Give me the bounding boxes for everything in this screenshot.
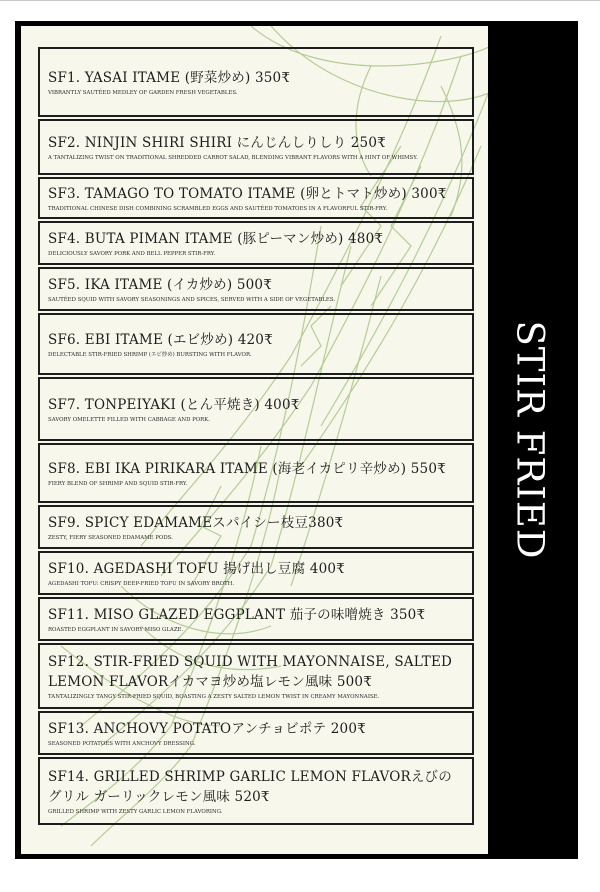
menu-item (38, 597, 474, 641)
menu-item (38, 443, 474, 503)
item-description: A TANTALIZING TWIST ON TRADITIONAL SHREDDED CARROT SALAD, BLENDING VIBRANT FLAVORS WITH A HINT OF WHIMSY. (48, 154, 418, 161)
menu-item (38, 551, 474, 595)
item-description: ROASTED EGGPLANT IN SAVORY MISO GLAZE. (48, 626, 184, 633)
item-title: SF14. GRILLED SHRIMP GARLIC LEMON FLAVORえびのグリル ガーリックレモン風味 520₹ (48, 768, 452, 805)
item-title: SF5. IKA ITAME (イカ炒め) 500₹ (48, 276, 272, 293)
menu-page (15, 21, 578, 859)
menu-item (38, 221, 474, 265)
item-title: SF4. BUTA PIMAN ITAME (豚ピーマン炒め) 480₹ (48, 230, 384, 247)
menu-item (38, 177, 474, 219)
item-description: SEASONED POTATOES WITH ANCHOVY DRESSING. (48, 740, 196, 747)
menu-item (38, 643, 474, 709)
section-title: STIR FRIED (508, 320, 552, 560)
menu-item (38, 505, 474, 549)
menu-item (38, 267, 474, 311)
menu-item (38, 313, 474, 375)
item-description: FIERY BLEND OF SHRIMP AND SQUID STIR-FRY. (48, 480, 188, 487)
menu-panel (21, 26, 488, 854)
item-title: SF10. AGEDASHI TOFU 揚げ出し豆腐 400₹ (48, 560, 345, 577)
item-description: TRADITIONAL CHINESE DISH COMBINING SCRAMBLED EGGS AND SAUTÉED TOMATOES IN A FLAVORFUL STIR-FRY. (48, 205, 388, 212)
menu-item (38, 119, 474, 175)
menu-item (38, 757, 474, 825)
item-title: SF9. SPICY EDAMAMEスパイシー枝豆380₹ (48, 514, 344, 531)
item-title: SF13. ANCHOVY POTATOアンチョビポテ 200₹ (48, 720, 366, 737)
menu-item (38, 377, 474, 441)
item-title: SF3. TAMAGO TO TOMATO ITAME (卵とトマト炒め) 300₹ (48, 185, 447, 202)
item-title: SF7. TONPEIYAKI (とん平焼き) 400₹ (48, 396, 300, 413)
item-description: DELICIOUSLY SAVORY PORK AND BELL PEPPER STIR-FRY. (48, 250, 216, 257)
item-title: SF1. YASAI ITAME (野菜炒め) 350₹ (48, 69, 291, 86)
menu-item (38, 711, 474, 755)
item-title: SF12. STIR-FRIED SQUID WITH MAYONNAISE, SALTED LEMON FLAVORイカマヨ炒め塩レモン風味 500₹ (48, 653, 453, 690)
section-sidebar (488, 26, 572, 854)
item-description: SAUTÉED SQUID WITH SAVORY SEASONINGS AND SPICES, SERVED WITH A SIDE OF VEGETABLES. (48, 296, 336, 303)
item-description: GRILLED SHRIMP WITH ZESTY GARLIC LEMON FLAVORING. (48, 808, 223, 815)
menu-item (38, 47, 474, 117)
item-title: SF2. NINJIN SHIRI SHIRI にんじんしりしり 250₹ (48, 134, 386, 151)
item-description: ZESTY, FIERY SEASONED EDAMAME PODS. (48, 534, 173, 541)
item-description: VIBRANTLY SAUTÉED MEDLEY OF GARDEN FRESH VEGETABLES. (48, 89, 238, 96)
item-description: DELECTABLE STIR-FRIED SHRIMP (エビ炒め) BURSTING WITH FLAVOR. (48, 351, 252, 358)
top-rule (0, 0, 600, 1)
item-description: SAVORY OMELETTE FILLED WITH CABBAGE AND PORK. (48, 416, 210, 423)
item-title: SF11. MISO GLAZED EGGPLANT 茄子の味噌焼き 350₹ (48, 606, 426, 623)
item-description: AGEDASHI TOFU: CRISPY DEEP-FRIED TOFU IN SAVORY BROTH. (48, 580, 235, 587)
item-title: SF8. EBI IKA PIRIKARA ITAME (海老イカピリ辛炒め) 550₹ (48, 460, 446, 477)
item-description: TANTALIZINGLY TANGY STIR-FRIED SQUID, BOASTING A ZESTY SALTED LEMON TWIST IN CREAMY MAYONNAISE. (48, 693, 380, 700)
item-title: SF6. EBI ITAME (エビ炒め) 420₹ (48, 331, 273, 348)
